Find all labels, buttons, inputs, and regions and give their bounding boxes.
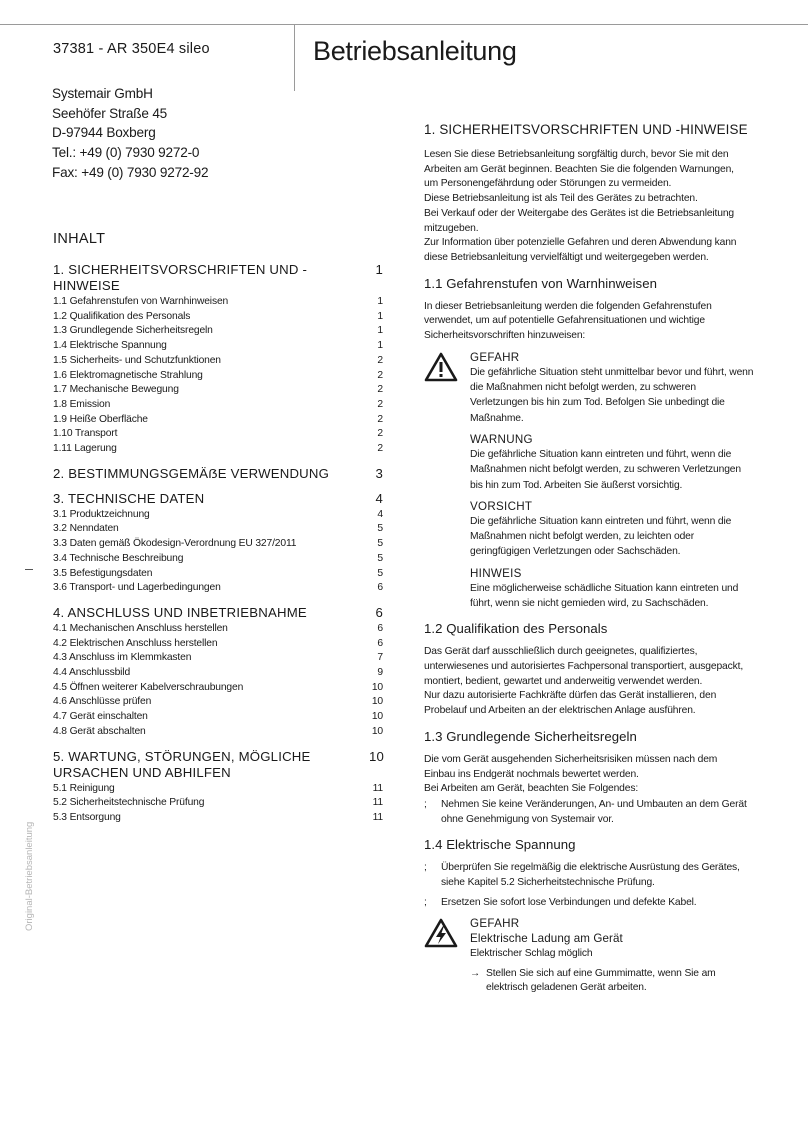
text-line: Maßnahme.: [470, 412, 524, 424]
hazard-level-text: [470, 514, 784, 560]
toc-item: [53, 310, 383, 325]
warning-subtitle: Elektrischer Schlag möglich: [470, 948, 593, 960]
bullet-text: [441, 896, 697, 911]
toc-item: [53, 295, 383, 310]
hazard-level-list: [470, 350, 784, 612]
toc-item-page: 10: [371, 696, 383, 708]
toc-item: [53, 651, 383, 666]
address-line: Systemair GmbH: [52, 86, 153, 101]
toc-item-page: 10: [371, 681, 383, 693]
toc-item-page: 6: [377, 637, 383, 649]
toc-item-title: 1.1 Gefahrenstufen von Warnhinweisen: [53, 296, 229, 307]
text-line: die Maßnahmen nicht befolgt werden, zu schweren: [470, 382, 696, 394]
hazard-level-title: GEFAHR: [470, 350, 520, 364]
text-line: verwendet, um auf potentielle Gefahrensituationen und wichtige: [424, 315, 705, 327]
text-line: In dieser Betriebsanleitung werden die folgenden Gefahrenstufen: [424, 300, 712, 312]
toc-item: [53, 622, 383, 637]
toc-item-page: 5: [377, 523, 383, 535]
toc-item-page: 9: [377, 667, 383, 679]
text-line: Die vom Gerät ausgehenden Sicherheitsrisiken müssen nach dem: [424, 753, 718, 765]
hazard-level-title: VORSICHT: [470, 499, 533, 513]
toc-item-title: 1.11 Lagerung: [53, 443, 117, 455]
warning-triangle-icon: [424, 350, 470, 612]
warning-title: Elektrische Ladung am Gerät: [470, 932, 623, 946]
table-of-contents: [53, 262, 383, 835]
text-line: bis hin zum Tod. Arbeiten Sie äußerst vorsichtig.: [470, 479, 683, 491]
bullet-marker: ;: [424, 896, 427, 908]
margin-mark: [25, 569, 33, 570]
toc-item-title: 4.3 Anschluss im Klemmkasten: [53, 652, 192, 664]
toc-chapter: [53, 491, 383, 596]
text-line: Eine möglicherweise schädliche Situation kann eintreten und: [470, 582, 739, 594]
warning-level: GEFAHR: [470, 917, 520, 931]
toc-item: [53, 552, 383, 567]
toc-item: [53, 427, 383, 442]
address-line: D-97944 Boxberg: [52, 125, 156, 141]
arrow-right-icon: →: [470, 967, 481, 979]
subsection-text: [424, 645, 784, 719]
bullet-list: [424, 798, 784, 827]
electrical-warning: [424, 916, 784, 996]
header-separator: [294, 25, 295, 91]
toc-item-page: 1: [377, 310, 383, 322]
toc-item-page: 11: [372, 811, 383, 823]
toc-item-title: 3.6 Transport- und Lagerbedingungen: [53, 582, 221, 594]
subsection-title: 1.3 Grundlegende Sicherheitsregeln: [424, 728, 637, 744]
toc-item: [53, 369, 383, 384]
toc-item: [53, 354, 383, 369]
toc-item-title: 1.4 Elektrische Spannung: [53, 340, 167, 352]
toc-item: [53, 796, 383, 811]
toc-item-page: 2: [377, 428, 383, 440]
toc-item-title: 1.6 Elektromagnetische Strahlung: [53, 369, 203, 381]
hazard-level-text: [470, 581, 784, 612]
toc-item: [53, 710, 383, 725]
toc-item: [53, 442, 383, 457]
toc-item: [53, 782, 383, 797]
toc-item: [53, 637, 383, 652]
bullet-item: [424, 861, 784, 890]
toc-chapter: [53, 466, 383, 482]
text-line: führt, wenn sie nicht gemieden wird, zu Sachschäden.: [470, 598, 709, 609]
document-id: 37381 - AR 350E4 sileo: [53, 41, 210, 57]
text-line: elektrisch geladenen Gerät arbeiten.: [486, 982, 647, 994]
text-line: Stellen Sie sich auf eine Gummimatte, wenn Sie am: [486, 967, 716, 979]
toc-item: [53, 681, 383, 696]
company-address: [52, 84, 208, 183]
toc-item-title: 4.7 Gerät einschalten: [53, 711, 148, 723]
toc-item-page: 2: [377, 369, 383, 381]
toc-item-page: 5: [377, 567, 383, 579]
toc-item: [53, 537, 383, 552]
toc-item-title: 1.10 Transport: [53, 428, 118, 440]
toc-item-title: 4.8 Gerät abschalten: [53, 725, 146, 737]
text-line: Lesen Sie diese Betriebsanleitung sorgfältig durch, bevor Sie mit den: [424, 149, 729, 160]
toc-chapter-title: 2. BESTIMMUNGSGEMÄẞE VERWENDUNG: [53, 465, 330, 481]
toc-item-title: 4.4 Anschlussbild: [53, 667, 131, 679]
hazard-level-title: WARNUNG: [470, 432, 533, 446]
address-line: Tel.: +49 (0) 7930 9272-0: [52, 145, 200, 161]
toc-item: [53, 811, 383, 826]
toc-item: [53, 522, 383, 537]
toc-chapter-title: 1. SICHERHEITSVORSCHRIFTEN UND -HINWEISE: [53, 262, 308, 293]
main-column: [424, 121, 784, 996]
toc-item-title: 4.5 Öffnen weiterer Kabelverschraubungen: [53, 681, 244, 693]
toc-chapter-page: 6: [375, 604, 383, 620]
toc-item: [53, 398, 383, 413]
toc-item-page: 7: [377, 652, 383, 664]
hazard-level-text: [470, 447, 784, 493]
text-line: Maßnahmen nicht befolgt werden, zu schweren Verletzungen: [470, 464, 741, 476]
text-line: diese Betriebsanleitung vervielfältigt und weitergegeben werden.: [424, 251, 709, 263]
toc-item-page: 11: [372, 797, 383, 809]
toc-item: [53, 666, 383, 681]
text-line: Maßnahmen nicht befolgt werden, zu leichten oder: [470, 531, 695, 543]
text-line: Bei Verkauf oder der Weitergabe des Gerätes ist die Betriebsanleitung: [424, 207, 734, 219]
text-line: Nehmen Sie keine Veränderungen, An- und Umbauten an dem Gerät: [441, 798, 747, 810]
text-line: Überprüfen Sie regelmäßig die elektrische Ausrüstung des Gerätes,: [441, 862, 740, 874]
toc-item: [53, 339, 383, 354]
toc-chapter-entry: [53, 491, 383, 507]
toc-chapter-page: 4: [375, 490, 383, 506]
toc-chapter-title: 3. TECHNISCHE DATEN: [53, 490, 205, 506]
toc-item: [53, 567, 383, 582]
text-line: Zur Information über potenzielle Gefahren und deren Abwendung kann: [424, 237, 737, 249]
header-rule: [0, 24, 808, 25]
toc-item-page: 2: [377, 443, 383, 455]
toc-chapter: [53, 262, 383, 457]
bullet-list: [424, 861, 784, 910]
toc-item-title: 1.8 Emission: [53, 398, 111, 410]
text-line: Das Gerät darf ausschließlich durch geeignetes, qualifiziertes,: [424, 646, 698, 658]
toc-item-page: 11: [372, 782, 383, 794]
text-line: Nur dazu autorisierte Fachkräfte dürfen das Gerät installieren, den: [424, 690, 717, 702]
text-line: Einbau ins Endgerät nochmals bewertet werden.: [424, 768, 639, 780]
toc-item-page: 2: [377, 354, 383, 366]
bullet-marker: ;: [424, 798, 427, 810]
hazard-level-title: HINWEIS: [470, 566, 522, 580]
high-voltage-icon: [424, 916, 470, 996]
bullet-text: [441, 861, 740, 890]
toc-item-page: 5: [377, 552, 383, 564]
toc-item-title: 3.5 Befestigungsdaten: [53, 567, 153, 579]
hazard-level-text: [470, 365, 784, 426]
toc-item-page: 6: [377, 622, 383, 634]
bullet-text: [441, 798, 747, 827]
subsection-title: 1.2 Qualifikation des Personals: [424, 621, 608, 637]
text-line: Ersetzen Sie sofort lose Verbindungen und defekte Kabel.: [441, 896, 697, 908]
bullet-marker: ;: [424, 862, 427, 874]
side-label: Original-Betriebsanleitung: [24, 821, 35, 931]
document-title: Betriebsanleitung: [313, 36, 517, 66]
toc-item: [53, 383, 383, 398]
toc-chapter-entry: [53, 466, 383, 482]
hazard-levels: [424, 350, 784, 612]
toc-item: [53, 508, 383, 523]
toc-item-page: 6: [377, 582, 383, 594]
text-line: siehe Kapitel 5.2 Sicherheitstechnische Prüfung.: [441, 877, 655, 889]
text-line: unterwiesenes und autorisiertes Fachpersonal transportiert, ausgepackt,: [424, 661, 744, 672]
toc-chapter: [53, 605, 383, 740]
toc-item-title: 3.3 Daten gemäß Ökodesign-Verordnung EU 327/2011: [53, 538, 297, 550]
toc-item-page: 1: [377, 296, 383, 307]
subsection-text: [424, 300, 784, 344]
toc-item: [53, 725, 383, 740]
toc-chapter-title: 4. ANSCHLUSS UND INBETRIEBNAHME: [53, 604, 307, 620]
text-line: mitzugeben.: [424, 222, 479, 234]
section-text: [424, 148, 784, 266]
toc-chapter-entry: [53, 262, 383, 294]
toc-heading: INHALT: [53, 231, 106, 247]
text-line: Verletzungen bis hin zum Tod. Befolgen Sie unbedingt die: [470, 397, 725, 409]
toc-item: [53, 581, 383, 596]
toc-item-title: 5.3 Entsorgung: [53, 811, 121, 823]
toc-item-title: 3.1 Produktzeichnung: [53, 508, 150, 520]
toc-item-title: 4.6 Anschlüsse prüfen: [53, 696, 152, 708]
toc-item-title: 4.1 Mechanischen Anschluss herstellen: [53, 622, 228, 634]
text-line: ohne Genehmigung von Systemair vor.: [441, 813, 614, 825]
toc-item: [53, 324, 383, 339]
toc-item-title: 1.7 Mechanische Bewegung: [53, 384, 179, 396]
text-line: Die gefährliche Situation kann eintreten und führt, wenn die: [470, 448, 732, 460]
text-line: Die gefährliche Situation kann eintreten und führt, wenn die: [470, 515, 732, 527]
toc-item-title: 5.2 Sicherheitstechnische Prüfung: [53, 797, 205, 809]
text-line: Probelauf und Arbeiten an der elektrischen Anlage ausführen.: [424, 705, 696, 717]
address-line: Fax: +49 (0) 7930 9272-92: [52, 164, 209, 180]
text-line: Bei Arbeiten am Gerät, beachten Sie Folgendes:: [424, 783, 639, 795]
toc-item: [53, 413, 383, 428]
toc-chapter-page: 3: [375, 465, 383, 481]
toc-item-page: 2: [377, 384, 383, 396]
toc-item-page: 4: [377, 508, 383, 520]
toc-item-title: 5.1 Reinigung: [53, 782, 115, 794]
bullet-item: [424, 798, 784, 827]
toc-item-title: 4.2 Elektrischen Anschluss herstellen: [53, 637, 218, 649]
toc-chapter-page: 10: [369, 748, 385, 764]
address-line: Seehöfer Straße 45: [52, 105, 168, 121]
warning-action-text: [486, 967, 716, 996]
toc-item-title: 3.4 Technische Beschreibung: [53, 552, 184, 564]
text-line: Arbeiten am Gerät beginnen. Beachten Sie die folgenden Warnungen,: [424, 163, 734, 175]
toc-chapter: [53, 749, 383, 826]
toc-chapter-entry: [53, 749, 383, 781]
toc-item-page: 2: [377, 398, 383, 410]
toc-item-page: 5: [377, 538, 383, 550]
section-title: 1. SICHERHEITSVORSCHRIFTEN UND -HINWEISE: [424, 122, 748, 137]
toc-item-page: 10: [371, 725, 383, 737]
toc-chapter-page: 1: [375, 262, 383, 277]
text-line: Die gefährliche Situation steht unmittelbar bevor und führt, wenn: [470, 366, 754, 378]
toc-chapter-entry: [53, 605, 383, 621]
toc-item-title: 1.9 Heiße Oberfläche: [53, 413, 148, 425]
toc-item-title: 3.2 Nenndaten: [53, 523, 119, 535]
toc-item-page: 1: [377, 340, 383, 352]
text-line: Diese Betriebsanleitung ist als Teil des Gerätes zu betrachten.: [424, 193, 698, 205]
text-line: geringfügigen Verletzungen oder Sachschäden.: [470, 546, 681, 558]
subsection-title: 1.1 Gefahrenstufen von Warnhinweisen: [424, 275, 657, 291]
toc-item-page: 2: [377, 413, 383, 425]
subsection-text: [424, 753, 784, 797]
warning-action: [470, 967, 784, 996]
text-line: Sicherheitsvorschriften hinzuweisen:: [424, 330, 586, 342]
bullet-item: [424, 896, 784, 911]
toc-item: [53, 695, 383, 710]
toc-item-title: 1.2 Qualifikation des Personals: [53, 310, 191, 322]
toc-item-page: 10: [371, 711, 383, 723]
toc-item-title: 1.3 Grundlegende Sicherheitsregeln: [53, 325, 213, 337]
toc-item-title: 1.5 Sicherheits- und Schutzfunktionen: [53, 354, 221, 366]
electrical-warning-body: [470, 916, 784, 996]
subsection-title: 1.4 Elektrische Spannung: [424, 837, 576, 853]
toc-item-page: 1: [377, 325, 383, 337]
toc-chapter-title: 5. WARTUNG, STÖRUNGEN, MÖGLICHE URSACHEN UND ABHILFEN: [53, 748, 311, 780]
text-line: um Personengefährdung oder Störungen zu vermeiden.: [424, 178, 672, 190]
text-line: montiert, bedient, gewartet und anderweitig verwendet werden.: [424, 675, 703, 687]
